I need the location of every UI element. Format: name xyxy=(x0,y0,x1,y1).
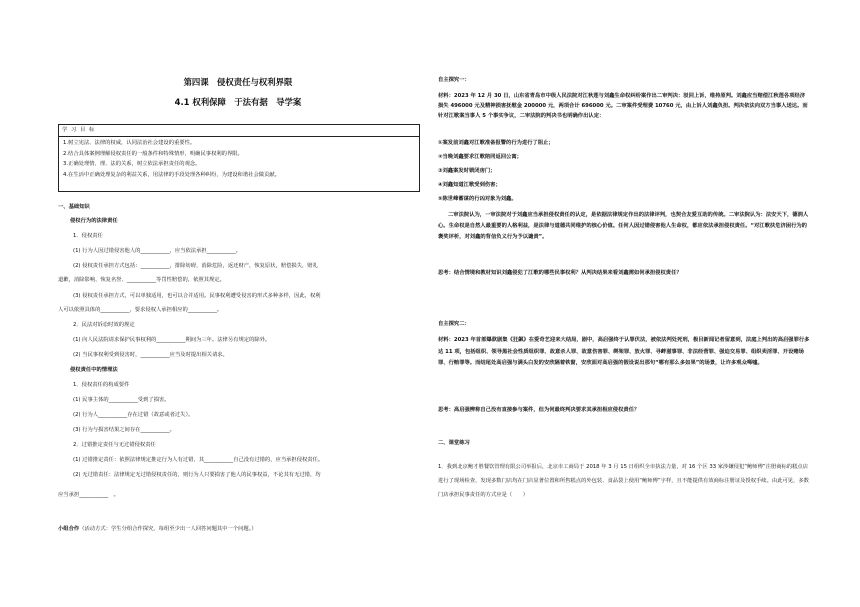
exploration-2-title: 自主探究二： xyxy=(438,321,470,327)
exploration-1-title: 自主探究一： xyxy=(438,77,470,83)
item-4-2: (2) 无过错责任：法律规定无过错侵权责任的，则行为人只要损害了他人的民事权益，不论其有无过错，均 xyxy=(73,472,321,478)
group-cooperation xyxy=(58,526,257,533)
lesson-title: 第四课 侵权责任与权利界限 xyxy=(183,77,293,87)
goal-item-4: 4.在生活中正确处理复杂的利益关系，用法律的手段处理各种纠纷，为建设和谐社会做贡献。 xyxy=(63,171,280,178)
group-cooperation-text: （活动方式：学生分组合作探究，每组至少出一人回答问题其中一个问题。） xyxy=(79,526,257,532)
section-classroom-practice: 二、课堂练习 xyxy=(438,440,470,446)
exploration-1-material: 材料：2023 年 12 月 30 日，山东省青岛市中级人民法院对江秋莲与刘鑫生命权纠纷案作出二审判决：驳回上诉，维持原判。刘鑫应当赔偿江秋莲各项经济损失 496000 元及精神损害抚慰金 200000 元，两项合计 696000 元。二审案件受理费 10760 元，由上诉人刘鑫负担。判决依法向双方当事人送达。而针对江歌案当事人 5 个事实争议，二审法院的判决书也明确作出认定： xyxy=(438,93,808,120)
lesson-subtitle: 4.1 权利保障 于法有据 导学案 xyxy=(174,97,302,107)
group-cooperation-label: 小组合作 xyxy=(58,526,80,532)
fact-2: ②当晚刘鑫要求江歌陪同返回公寓； xyxy=(438,154,522,160)
heading-tort-reason-law: 侵权责任中的情理法 xyxy=(70,367,118,373)
goals-heading: 学 习 目 标 xyxy=(59,125,419,137)
item-1-3-cont: 人可以依照具体的___________，要求侵权人承担相应的___________。 xyxy=(58,307,223,313)
item-2-2: (2) 当民事权利受到侵害时，___________应当及时提出相关请求。 xyxy=(73,352,228,358)
goal-item-1: 1.树立宪法、法律的权威，认同法治社会建设的重要性。 xyxy=(63,140,196,146)
goal-item-3: 3.正确处理情、理、法的关系，树立依法承担责任的观念。 xyxy=(63,161,201,167)
item-4: 2．过错推定责任与无过错侵权责任 xyxy=(73,442,156,448)
exploration-1-question: 思考：结合情境和教材知识刘鑫侵犯了江歌的哪些民事权利？从判决结果来看刘鑫需如何承担侵权责任？ xyxy=(438,270,682,276)
item-3-2: (2) 行为人___________存在过错（故意或者过失）。 xyxy=(73,412,194,418)
heading-legal-liability: 侵权行为的法律责任 xyxy=(70,218,118,224)
section-basic-knowledge: 一、基础知识 xyxy=(58,204,90,210)
item-3-3: (3) 行为与损害结果之间存在___________。 xyxy=(73,427,175,433)
item-1-2-cont: 道歉，消除影响、恢复名誉、___________等罚性赔偿的，依照其规定。 xyxy=(58,277,225,283)
exploration-1-analysis: 二审法院认为，一审法院对于刘鑫应当承担侵权责任的认定，是依据法律规定作出的法律评判，也契合友爱互助的传统。二审法院认为：法安天下，德润人心。生命权是自然人最重要的人格利益，是法律与道德共同维护的核心价值。任何人因过错侵害他人生命权，都应依法承担侵权责任。“对江歌扶危济困行为的褒奖评析，对刘鑫的背信负义行为予以谴责”。 xyxy=(438,212,809,241)
item-4-1: (1) 过错推定责任：依照法律规定推定行为人有过错，其___________自己没有过错的，应当承担侵权责任。 xyxy=(73,457,324,463)
exercise-1: 1．我到北京鲍才胜餐饮管理有限公司举报后，北京市工商局于 2018 年 3 月 15 日组织全市执法力量，对 16 个区 33 家涉嫌侵犯“鲍师傅”注册商标的糕点店进行了现场检查，发现多数门店均在门店显著位置和所售糕点的外包装、食品袋上使用“鲍师傅”字样，且不能提供有效商标注册证及授权手续。由此可见，多数门店承担民事责任的方式应是（ ） xyxy=(438,464,809,498)
exploration-2-question: 思考：高启强辨称自己没有直接参与案件，但为何最终判决要求其承担相应侵权责任？ xyxy=(438,407,640,413)
fact-1: ①案发前刘鑫对江歌准备报警的行为进行了阻止； xyxy=(438,140,554,146)
item-2-1: (1) 向人民法院请求保护民事权利的___________期间为三年。法律另有规定的除外。 xyxy=(73,337,271,343)
fact-4: ④刘鑫知道江歌受到伤害； xyxy=(438,182,501,188)
exploration-2-material: 材料：2023 年首部爆款剧集《狂飙》在爱奇艺迎来大结局，剧中，高启强终于认罪伏法，被依法判处死刑，极目新闻记者留意到，法庭上判出的高启强罪行多达 11 项，包括组织、领导黑社会性质组织罪、故意杀人罪、故意伤害罪、绑架罪、放火罪、寻衅滋事罪、非法经营罪、强迫交易罪、组织卖淫罪、开设赌场罪、行贿罪等。而结尾处高启强与满头白发的安欣隔着铁窗，安欣面对高启强的假设说出那句“哪有那么多如果”的场景，让许多观众唏嘘。 xyxy=(438,337,810,367)
fact-5: ⑤陈世峰蓄谋的行凶对象为刘鑫。 xyxy=(438,196,517,202)
item-4-2-cont: 应当承担___________ 。 xyxy=(58,492,119,498)
item-1-1: (1) 行为人因过错侵害他人的___________，应当依法承担___________。 xyxy=(73,248,242,254)
learning-goals-box xyxy=(58,124,420,192)
item-3-1: (1) 民事主体的___________受到了损害。 xyxy=(73,397,170,403)
item-1: 1．侵权责任 xyxy=(73,233,103,239)
goal-item-2: 2.结合具体案例理解侵权责任的一般条件和特殊情形，明确民事权利的界限。 xyxy=(63,150,243,157)
item-1-3: (3) 侵权责任承担方式，可以单独适用，也可以合并适用。民事权利遭受侵害的形式多种多样，因此，权利 xyxy=(73,293,321,299)
fact-3: ③刘鑫案发时锁闭房门； xyxy=(438,168,496,174)
item-3: 1．侵权责任的构成要件 xyxy=(73,382,130,388)
item-1-2: (2) 侵权责任承担方式包括：___________，排除妨碍，消除危险，返还财产，恢复原状，赔偿损失，赔礼 xyxy=(73,263,318,269)
item-2: 2．民法对诉讼时效的规定 xyxy=(73,322,135,328)
